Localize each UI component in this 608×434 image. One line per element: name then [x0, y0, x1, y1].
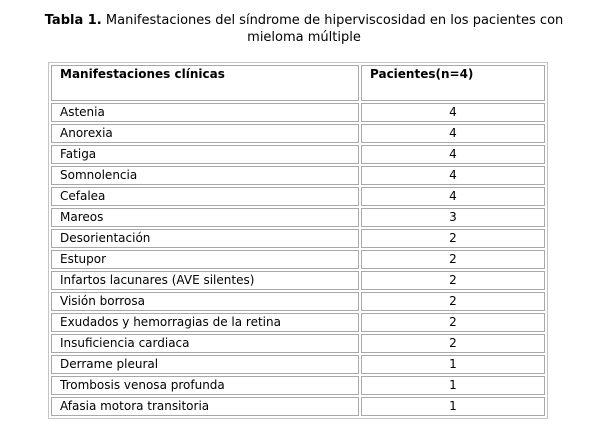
- table-row: [51, 229, 545, 248]
- manifestation-cell: Derrame pleural: [51, 355, 359, 374]
- patient-count-cell: 2: [361, 229, 545, 248]
- patient-count-cell: 4: [361, 166, 545, 185]
- table-row: [51, 355, 545, 374]
- patient-count-cell: 3: [361, 208, 545, 227]
- patient-count-cell: 1: [361, 397, 545, 416]
- manifestation-cell: Infartos lacunares (AVE silentes): [51, 271, 359, 290]
- table-row: [51, 313, 545, 332]
- table-row: [51, 250, 545, 269]
- manifestation-cell: Afasia motora transitoria: [51, 397, 359, 416]
- patient-count-cell: 4: [361, 124, 545, 143]
- manifestation-cell: Visión borrosa: [51, 292, 359, 311]
- patient-count-cell: 1: [361, 355, 545, 374]
- table-row: [51, 166, 545, 185]
- symptoms-table: [48, 62, 548, 419]
- patient-count-cell: 2: [361, 334, 545, 353]
- manifestation-cell: Fatiga: [51, 145, 359, 164]
- header-clinical-manifestations: Manifestaciones clínicas: [51, 65, 359, 101]
- manifestation-cell: Somnolencia: [51, 166, 359, 185]
- manifestation-cell: Astenia: [51, 103, 359, 122]
- patient-count-cell: 2: [361, 250, 545, 269]
- patient-count-cell: 2: [361, 271, 545, 290]
- table-row: [51, 208, 545, 227]
- manifestation-cell: Desorientación: [51, 229, 359, 248]
- manifestation-cell: Anorexia: [51, 124, 359, 143]
- manifestation-cell: Mareos: [51, 208, 359, 227]
- header-patients: Pacientes(n=4): [361, 65, 545, 101]
- table-row: [51, 145, 545, 164]
- patient-count-cell: 4: [361, 187, 545, 206]
- manifestation-cell: Exudados y hemorragias de la retina: [51, 313, 359, 332]
- patient-count-cell: 2: [361, 313, 545, 332]
- table-row: [51, 103, 545, 122]
- patient-count-cell: 2: [361, 292, 545, 311]
- table-caption: [20, 12, 588, 46]
- table-row: [51, 124, 545, 143]
- caption-text: Manifestaciones del síndrome de hiperviscosidad en los pacientes con mieloma múltiple: [105, 13, 564, 45]
- table-row: [51, 187, 545, 206]
- patient-count-cell: 4: [361, 145, 545, 164]
- table-row: [51, 376, 545, 395]
- patient-count-cell: 4: [361, 103, 545, 122]
- manifestation-cell: Insuficiencia cardiaca: [51, 334, 359, 353]
- manifestation-cell: Trombosis venosa profunda: [51, 376, 359, 395]
- table-row: [51, 397, 545, 416]
- manifestation-cell: Cefalea: [51, 187, 359, 206]
- manifestation-cell: Estupor: [51, 250, 359, 269]
- table-row: [51, 271, 545, 290]
- caption-label: Tabla 1.: [44, 13, 102, 28]
- table-row: [51, 292, 545, 311]
- table-header-row: [51, 65, 545, 101]
- patient-count-cell: 1: [361, 376, 545, 395]
- table-row: [51, 334, 545, 353]
